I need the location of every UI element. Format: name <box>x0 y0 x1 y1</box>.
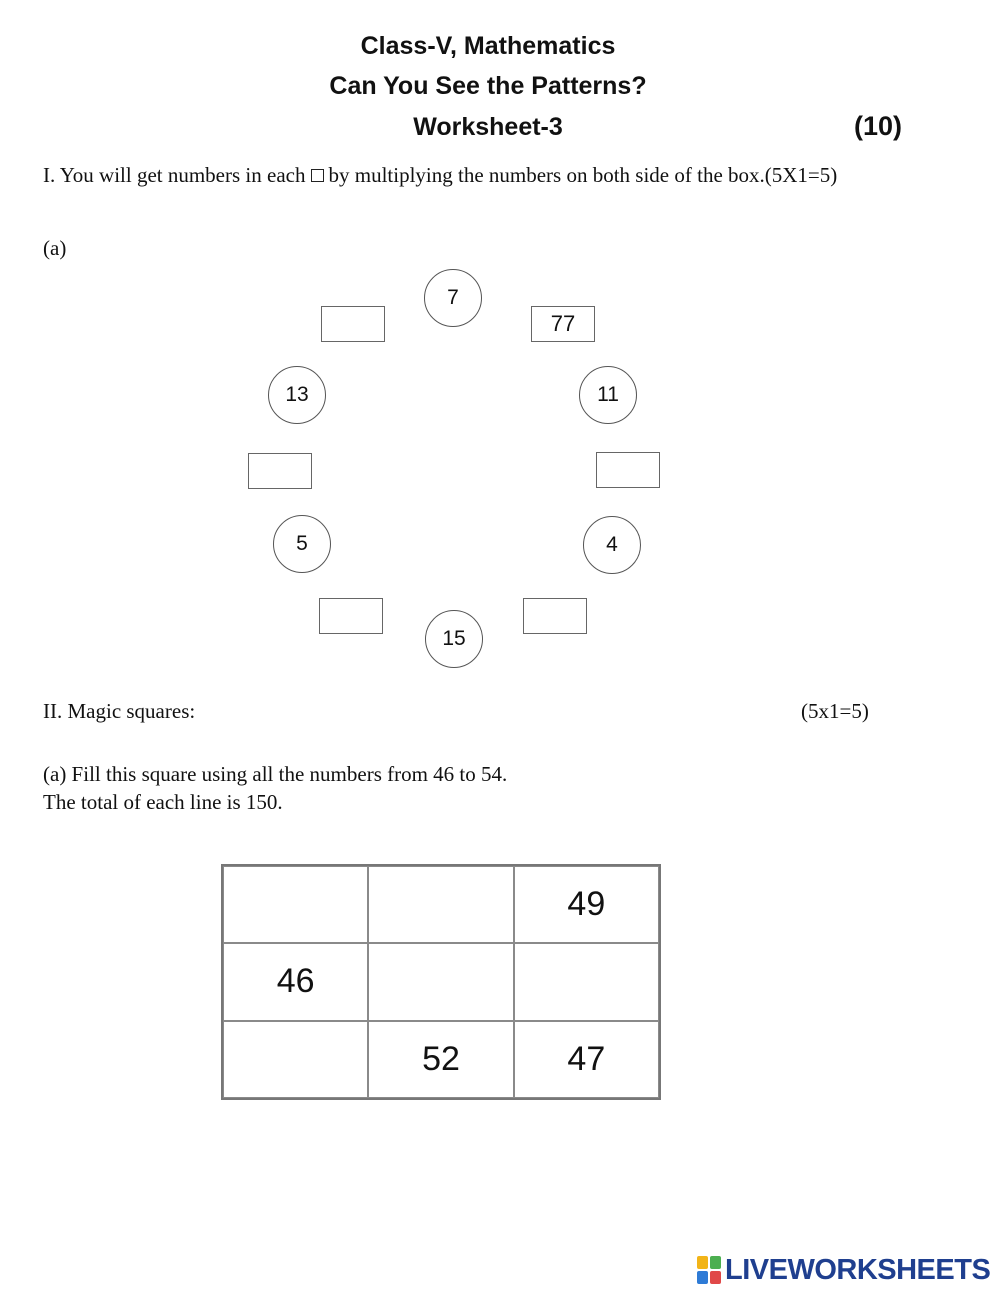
section1-instruction <box>43 163 837 188</box>
logo-text: LIVEWORKSHEETS <box>725 1253 991 1286</box>
section1-instruction-end: by multiplying the numbers on both side of the box.(5X1=5) <box>328 163 838 187</box>
square-box-icon <box>311 169 324 182</box>
logo-block <box>710 1271 721 1284</box>
worksheet-topic-title: Can You See the Patterns? <box>329 72 647 100</box>
logo-blocks-icon <box>697 1256 721 1284</box>
worksheet-number: Worksheet-3 <box>413 113 563 141</box>
number-circle: 13 <box>268 366 326 424</box>
number-circle: 5 <box>273 515 331 573</box>
section2-marks: (5x1=5) <box>801 699 869 723</box>
magic-square-cell[interactable] <box>368 943 513 1020</box>
magic-square-grid <box>221 864 661 1100</box>
logo-block <box>710 1256 721 1269</box>
section1-instruction-start: I. You will get numbers in each <box>43 163 306 187</box>
magic-square-cell: 46 <box>223 943 368 1020</box>
answer-box[interactable] <box>596 452 660 488</box>
answer-box[interactable] <box>523 598 587 634</box>
number-circle: 4 <box>583 516 641 574</box>
liveworksheets-logo <box>697 1253 990 1287</box>
magic-square-cell[interactable] <box>223 1021 368 1098</box>
logo-block <box>697 1256 708 1269</box>
answer-box[interactable] <box>321 306 385 342</box>
answer-box[interactable] <box>248 453 312 489</box>
answer-box[interactable] <box>319 598 383 634</box>
logo-block <box>697 1271 708 1284</box>
magic-square-cell[interactable] <box>514 943 659 1020</box>
magic-square-cell[interactable] <box>223 866 368 943</box>
magic-square-cell: 52 <box>368 1021 513 1098</box>
section2-title: II. Magic squares: <box>43 699 196 723</box>
total-marks: (10) <box>854 111 903 141</box>
section2-instruction-line2: The total of each line is 150. <box>43 790 283 814</box>
section2-instruction-line1: (a) Fill this square using all the numbers from 46 to 54. <box>43 762 508 786</box>
part-a-label: (a) <box>43 236 67 260</box>
answer-box: 77 <box>531 306 595 342</box>
worksheet-class-title: Class-V, Mathematics <box>360 32 616 60</box>
number-circle: 7 <box>424 269 482 327</box>
magic-square-cell: 47 <box>514 1021 659 1098</box>
magic-square-cell: 49 <box>514 866 659 943</box>
number-circle: 15 <box>425 610 483 668</box>
magic-square-cell[interactable] <box>368 866 513 943</box>
number-circle: 11 <box>579 366 637 424</box>
